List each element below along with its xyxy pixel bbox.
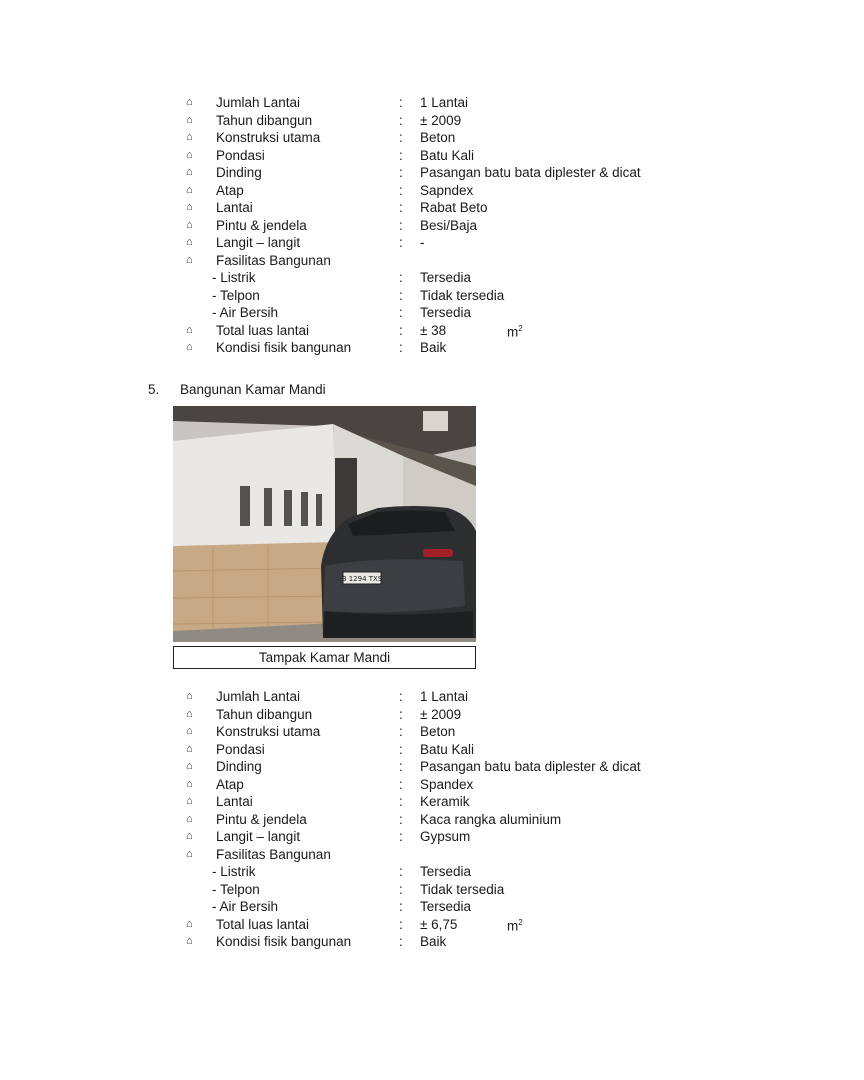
photo-caption: Tampak Kamar Mandi — [173, 646, 476, 669]
spec-value: Sapndex — [420, 182, 474, 198]
spec-row — [186, 776, 706, 794]
spec-colon: : — [399, 340, 403, 355]
spec-label: - Telpon — [212, 881, 260, 897]
spec-value: Spandex — [420, 776, 474, 792]
bullet-icon: ⌂ — [186, 201, 193, 213]
spec-colon: : — [399, 95, 403, 110]
spec-colon: : — [399, 741, 403, 757]
spec-value: ± 2009 — [420, 112, 462, 128]
spec-row — [186, 339, 706, 357]
spec-value: Keramik — [420, 794, 470, 809]
spec-value: ± 38 — [420, 322, 447, 338]
bullet-icon: ⌂ — [186, 795, 193, 807]
spec-label: Fasilitas Bangunan — [216, 846, 331, 862]
spec-list-1 — [186, 94, 706, 357]
spec-row — [186, 688, 706, 706]
spec-colon: : — [399, 881, 403, 897]
bullet-icon: ⌂ — [186, 183, 193, 196]
spec-row — [186, 723, 706, 741]
spec-value: - — [420, 235, 425, 250]
spec-label: - Listrik — [212, 864, 256, 879]
spec-colon: : — [399, 899, 403, 914]
spec-row — [186, 252, 706, 270]
bullet-icon: ⌂ — [186, 96, 193, 108]
spec-label: Jumlah Lantai — [216, 689, 301, 704]
bullet-icon: ⌂ — [186, 218, 193, 231]
spec-row — [186, 741, 706, 759]
bullet-icon: ⌂ — [186, 917, 193, 930]
spec-colon: : — [399, 776, 403, 792]
spec-label: Atap — [216, 182, 244, 198]
spec-row — [186, 758, 706, 776]
section-number: 5. — [148, 382, 160, 397]
spec-label: Pondasi — [216, 147, 265, 163]
bullet-icon: ⌂ — [186, 690, 193, 702]
spec-value: ± 2009 — [420, 706, 462, 722]
spec-row — [186, 129, 706, 147]
spec-value: Gypsum — [420, 829, 471, 844]
spec-colon: : — [399, 287, 403, 303]
spec-row — [186, 199, 706, 217]
spec-colon: : — [399, 794, 403, 809]
bullet-icon: ⌂ — [186, 777, 193, 790]
bullet-icon: ⌂ — [186, 131, 193, 143]
spec-row — [186, 863, 706, 881]
spec-colon: : — [399, 916, 403, 932]
spec-label: Langit – langit — [216, 235, 301, 250]
spec-value: Tersedia — [420, 899, 472, 914]
spec-row — [186, 164, 706, 182]
spec-value: 1 Lantai — [420, 95, 469, 110]
spec-unit — [507, 914, 523, 935]
bullet-icon: ⌂ — [186, 742, 193, 755]
spec-colon: : — [399, 689, 403, 704]
spec-colon: : — [399, 759, 403, 774]
spec-label: - Air Bersih — [212, 899, 279, 914]
spec-colon: : — [399, 200, 403, 215]
spec-row — [186, 898, 706, 916]
bullet-icon: ⌂ — [186, 253, 193, 266]
spec-value: Tidak tersedia — [420, 287, 505, 303]
spec-colon: : — [399, 182, 403, 198]
spec-row — [186, 112, 706, 130]
spec-list-2 — [186, 688, 706, 951]
spec-colon: : — [399, 811, 403, 827]
spec-label: - Air Bersih — [212, 305, 279, 320]
spec-label: Tahun dibangun — [216, 112, 313, 128]
spec-row — [186, 933, 706, 951]
spec-row — [186, 269, 706, 287]
spec-value: Kaca rangka aluminium — [420, 811, 562, 827]
spec-label: Atap — [216, 776, 244, 792]
spec-value: Rabat Beto — [420, 200, 488, 215]
spec-value: Baik — [420, 340, 447, 355]
spec-row — [186, 811, 706, 829]
section-heading — [148, 381, 326, 399]
spec-colon: : — [399, 270, 403, 285]
bullet-icon: ⌂ — [186, 760, 193, 772]
spec-row — [186, 304, 706, 322]
spec-label: Dinding — [216, 759, 262, 774]
spec-label: Jumlah Lantai — [216, 95, 301, 110]
bullet-icon: ⌂ — [186, 166, 193, 178]
spec-label: Pondasi — [216, 741, 265, 757]
bullet-icon: ⌂ — [186, 847, 193, 860]
bullet-icon: ⌂ — [186, 323, 193, 336]
spec-unit — [507, 320, 523, 341]
spec-label: Dinding — [216, 165, 262, 180]
spec-value: ± 6,75 — [420, 916, 458, 932]
bullet-icon: ⌂ — [186, 148, 193, 161]
spec-label: Pintu & jendela — [216, 811, 307, 827]
spec-label: Lantai — [216, 200, 253, 215]
unit-base: m — [507, 918, 519, 933]
bullet-icon: ⌂ — [186, 341, 193, 353]
spec-value: Beton — [420, 130, 456, 145]
license-plate-text: B 1294 TXS — [341, 575, 383, 583]
bullet-icon: ⌂ — [186, 830, 193, 842]
spec-row — [186, 94, 706, 112]
spec-row — [186, 217, 706, 235]
unit-exponent: 2 — [518, 323, 523, 333]
spec-value: Pasangan batu bata diplester & dicat — [420, 759, 641, 774]
spec-value: Batu Kali — [420, 741, 475, 757]
spec-label: Total luas lantai — [216, 916, 310, 932]
spec-colon: : — [399, 165, 403, 180]
spec-value: Tersedia — [420, 305, 472, 320]
spec-label: - Listrik — [212, 270, 256, 285]
spec-label: Kondisi fisik bangunan — [216, 340, 352, 355]
spec-colon: : — [399, 829, 403, 844]
spec-colon: : — [399, 130, 403, 145]
spec-label: Lantai — [216, 794, 253, 809]
spec-colon: : — [399, 934, 403, 949]
bullet-icon: ⌂ — [186, 935, 193, 947]
spec-row — [186, 881, 706, 899]
bullet-icon: ⌂ — [186, 113, 193, 126]
spec-value: Beton — [420, 724, 456, 739]
spec-row — [186, 147, 706, 165]
unit-exponent: 2 — [518, 917, 523, 927]
bullet-icon: ⌂ — [186, 725, 193, 737]
spec-row — [186, 234, 706, 252]
spec-value: Tersedia — [420, 270, 472, 285]
spec-colon: : — [399, 147, 403, 163]
spec-row — [186, 828, 706, 846]
spec-label: Langit – langit — [216, 829, 301, 844]
spec-colon: : — [399, 112, 403, 128]
spec-colon: : — [399, 305, 403, 320]
spec-row — [186, 846, 706, 864]
spec-label: Pintu & jendela — [216, 217, 307, 233]
spec-colon: : — [399, 706, 403, 722]
section-title: Bangunan Kamar Mandi — [180, 382, 326, 397]
spec-label: Konstruksi utama — [216, 130, 321, 145]
spec-row — [186, 793, 706, 811]
spec-row — [186, 706, 706, 724]
bullet-icon: ⌂ — [186, 812, 193, 825]
spec-value: Besi/Baja — [420, 217, 478, 233]
bathroom-photo — [173, 406, 476, 642]
spec-value: Baik — [420, 934, 447, 949]
bullet-icon: ⌂ — [186, 236, 193, 248]
spec-value: 1 Lantai — [420, 689, 469, 704]
spec-label: Fasilitas Bangunan — [216, 252, 331, 268]
spec-colon: : — [399, 724, 403, 739]
spec-colon: : — [399, 322, 403, 338]
spec-label: Total luas lantai — [216, 322, 310, 338]
bullet-icon: ⌂ — [186, 707, 193, 720]
unit-base: m — [507, 324, 519, 339]
spec-colon: : — [399, 217, 403, 233]
spec-row — [186, 287, 706, 305]
spec-row — [186, 182, 706, 200]
spec-value: Tersedia — [420, 864, 472, 879]
spec-colon: : — [399, 235, 403, 250]
spec-colon: : — [399, 864, 403, 879]
spec-label: - Telpon — [212, 287, 260, 303]
spec-value: Pasangan batu bata diplester & dicat — [420, 165, 641, 180]
spec-row — [186, 322, 706, 340]
spec-row — [186, 916, 706, 934]
spec-label: Kondisi fisik bangunan — [216, 934, 352, 949]
spec-value: Tidak tersedia — [420, 881, 505, 897]
spec-label: Tahun dibangun — [216, 706, 313, 722]
spec-label: Konstruksi utama — [216, 724, 321, 739]
spec-value: Batu Kali — [420, 147, 475, 163]
